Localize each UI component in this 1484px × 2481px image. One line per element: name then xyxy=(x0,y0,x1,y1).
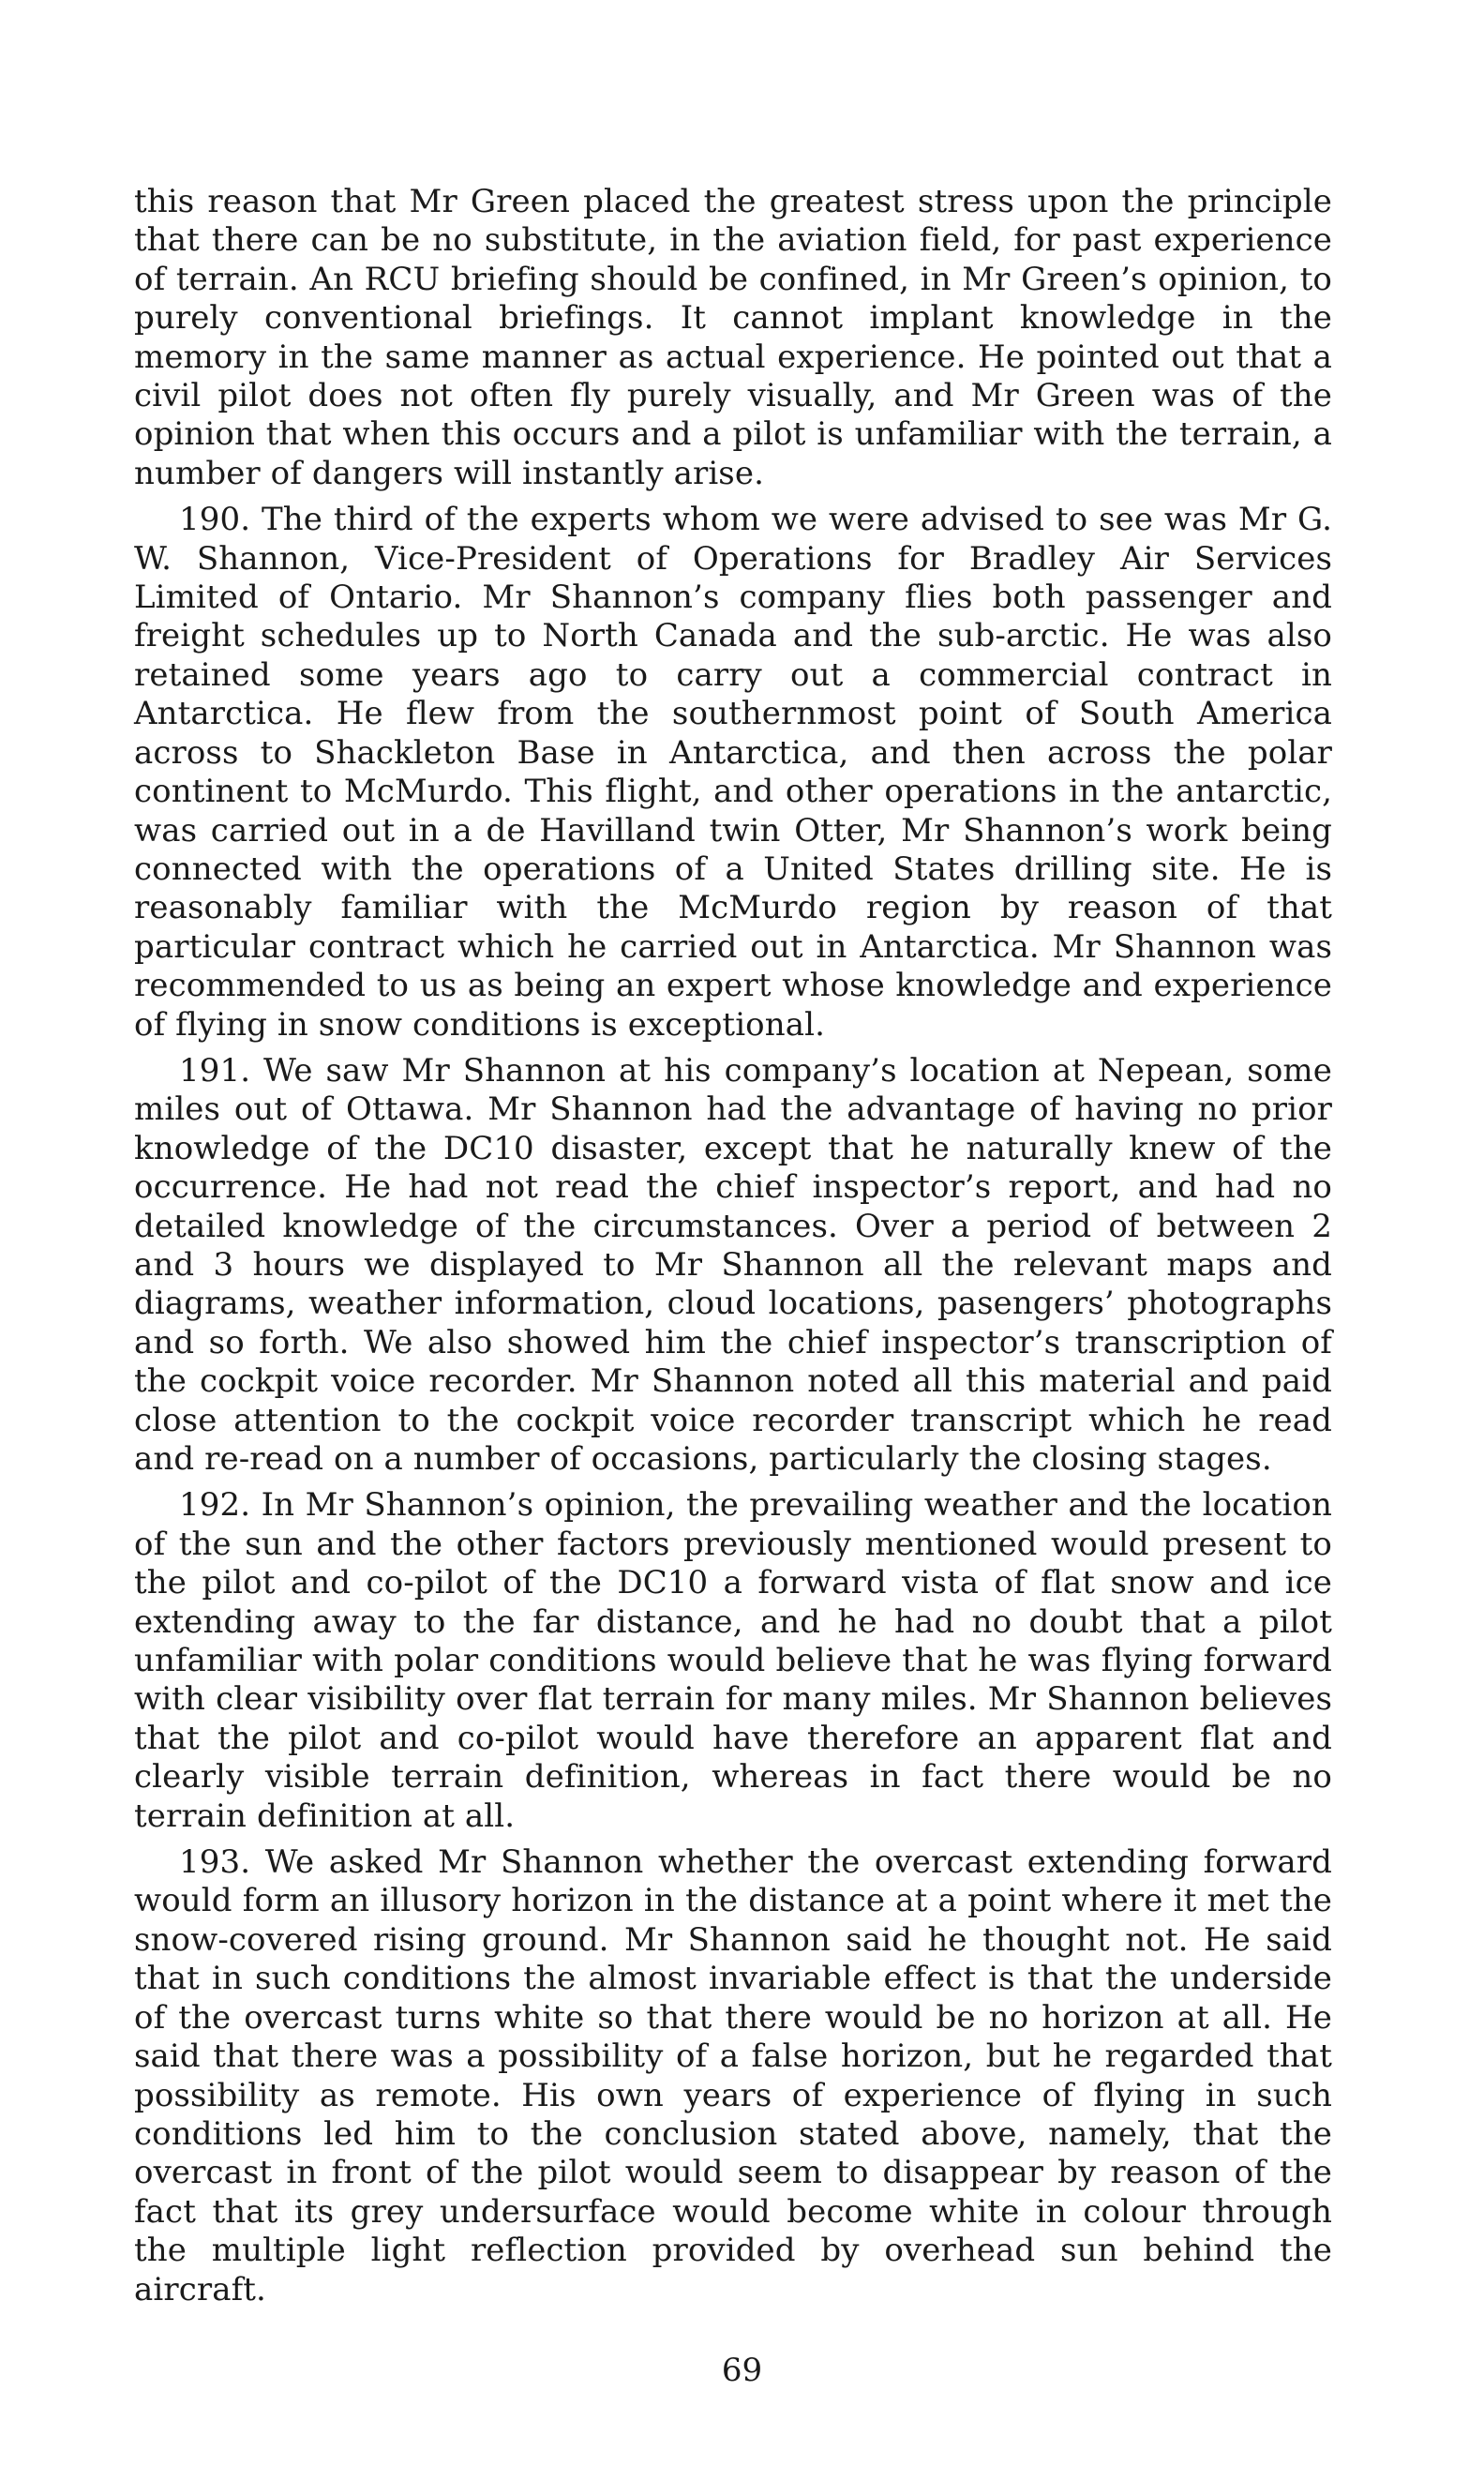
paragraph-190: 190. The third of the experts whom we were advised to see was Mr G. W. Shannon, Vice-President of Operations for Bradley Air Services Limited of Ontario. Mr Shannon’s company flies both passenger and freight schedules up to North Canada and the sub-arctic. He was also retained some years ago to carry out a commercial contract in Antarctica. He flew from the southernmost point of South America across to Shackleton Base in Antarctica, and then across the polar continent to McMurdo. This flight, and other operations in the antarctic, was carried out in a de Havilland twin Otter, Mr Shannon’s work being connected with the operations of a United States drilling site. He is reasonably familiar with the McMurdo region by reason of that particular contract which he carried out in Antarctica. Mr Shannon was recommended to us as being an expert whose knowledge and experience of flying in snow conditions is exceptional. xyxy=(134,501,1332,1044)
paragraph-192: 192. In Mr Shannon’s opinion, the prevailing weather and the location of the sun and the other factors previously mentioned would present to the pilot and co-pilot of the DC10 a forward vista of flat snow and ice extending away to the far distance, and he had no doubt that a pilot unfamiliar with polar conditions would believe that he was flying forward with clear visibility over flat terrain for many miles. Mr Shannon believes that the pilot and co-pilot would have therefore an apparent flat and clearly visible terrain definition, whereas in fact there would be no terrain definition at all. xyxy=(134,1486,1332,1835)
paragraph-continuation: this reason that Mr Green placed the greatest stress upon the principle that there can be no substitute, in the aviation field, for past experience of terrain. An RCU briefing should be confined, in Mr Green’s opinion, to purely conventional briefings. It cannot implant knowledge in the memory in the same manner as actual experience. He pointed out that a civil pilot does not often fly purely visually, and Mr Green was of the opinion that when this occurs and a pilot is unfamiliar with the terrain, a number of dangers will instantly arise. xyxy=(134,183,1332,492)
document-body xyxy=(134,183,1332,2317)
paragraph-193: 193. We asked Mr Shannon whether the overcast extending forward would form an illusory horizon in the distance at a point where it met the snow-covered rising ground. Mr Shannon said he thought not. He said that in such conditions the almost invariable effect is that the underside of the overcast turns white so that there would be no horizon at all. He said that there was a possibility of a false horizon, but he regarded that possibility as remote. His own years of experience of flying in such conditions led him to the conclusion stated above, namely, that the overcast in front of the pilot would seem to disappear by reason of the fact that its grey undersurface would become white in colour through the multiple light reflection provided by overhead sun behind the aircraft. xyxy=(134,1843,1332,2308)
paragraph-191: 191. We saw Mr Shannon at his company’s location at Nepean, some miles out of Ottawa. Mr Shannon had the advantage of having no prior knowledge of the DC10 disaster, except that he naturally knew of the occurrence. He had not read the chief inspector’s report, and had no detailed knowledge of the circumstances. Over a period of between 2 and 3 hours we displayed to Mr Shannon all the relevant maps and diagrams, weather information, cloud locations, pasengers’ photographs and so forth. We also showed him the chief inspector’s transcription of the cockpit voice recorder. Mr Shannon noted all this material and paid close attention to the cockpit voice recorder transcript which he read and re-read on a number of occasions, particularly the closing stages. xyxy=(134,1051,1332,1478)
page-number: 69 xyxy=(721,2352,763,2389)
